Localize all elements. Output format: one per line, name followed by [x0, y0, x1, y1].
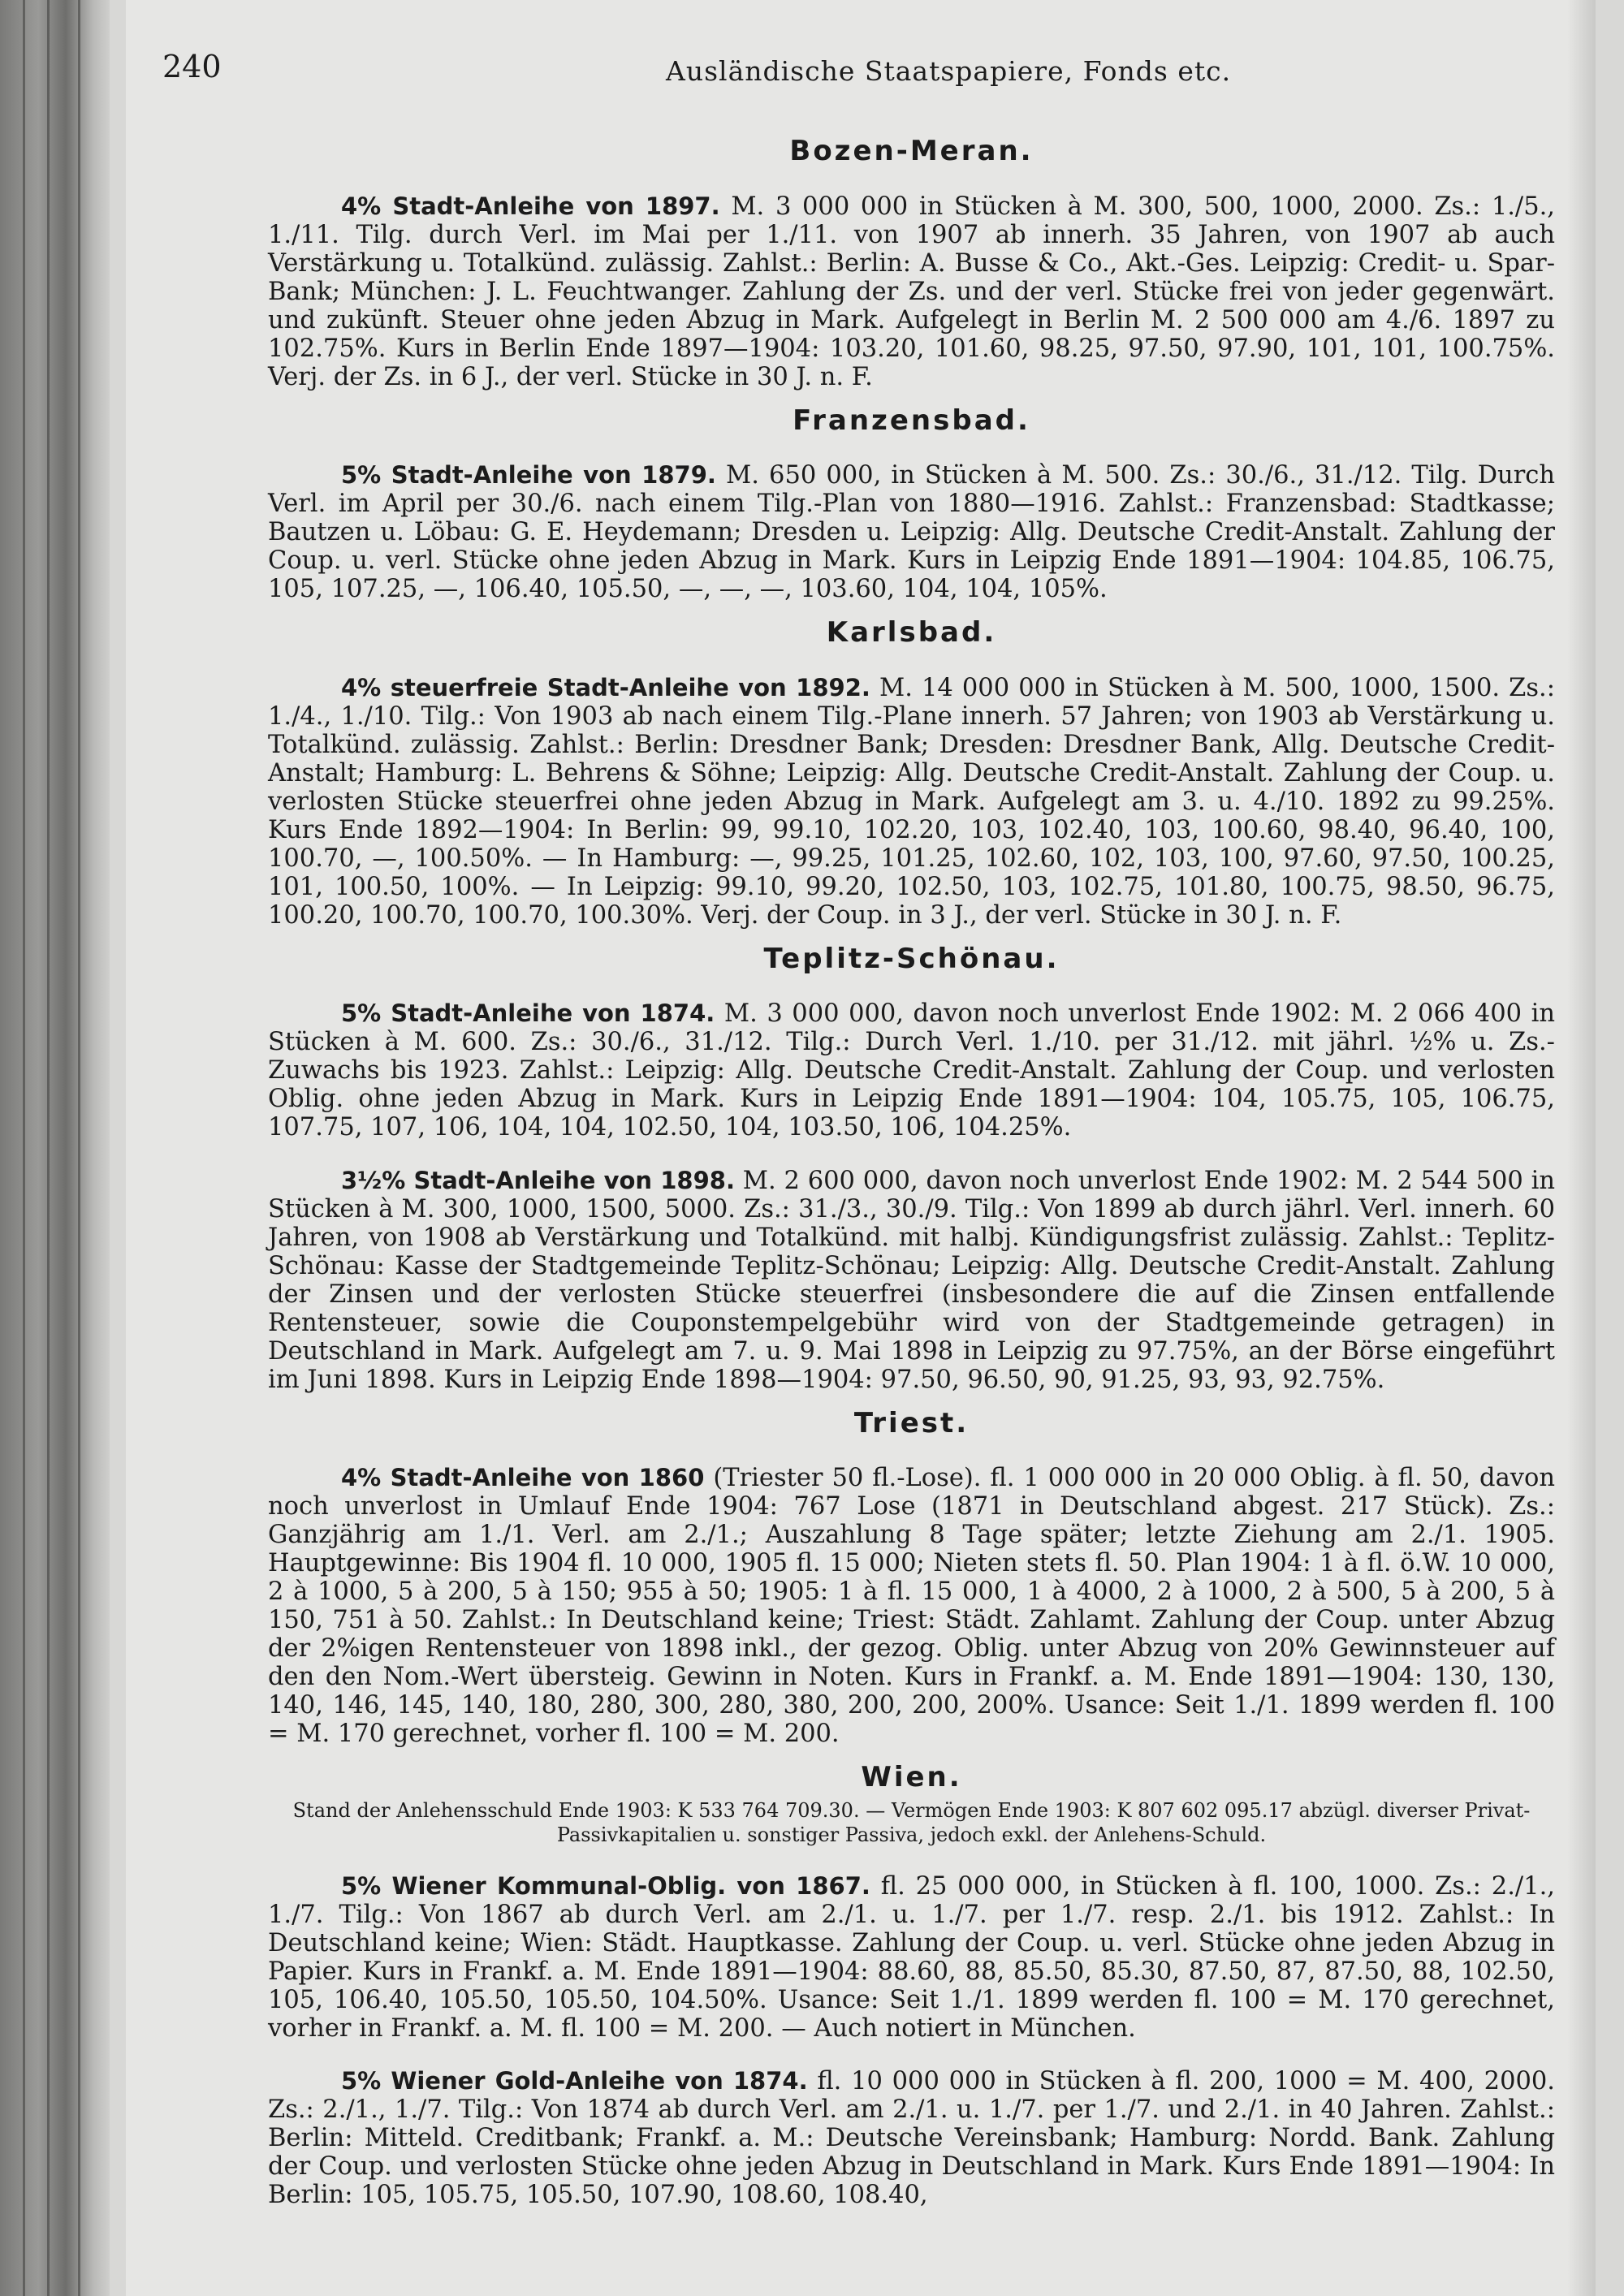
- city-heading: Wien.: [861, 1761, 962, 1793]
- binding-shadow-line: [23, 0, 25, 2296]
- bond-description: M. 3 000 000, davon noch unverlost Ende 1902: M. 2 066 400 in Stücken à M. 600. Zs.: 30./6., 31./12. Tilg.: Durch Verl. 1./10. per 31./12. mit jährl. ½% u. Zs.-Zuwachs bis 1923. Zahlst.: Leipzig: Allg. Deutsche Credit-Anstalt. Zahlung der Coup. und verlosten Oblig. ohne jeden Abzug in Mark. Kurs in Leipzig Ende 1891—1904: 104, 105.75, 105, 106.75, 107.75, 107, 106, 104, 104, 102.50, 104, 103.50, 106, 104.25%.: [268, 999, 1556, 1142]
- section-wien: [268, 1761, 1555, 2209]
- page-header: [162, 49, 1543, 97]
- bond-entry: [268, 1872, 1555, 2043]
- bond-description: fl. 25 000 000, in Stücken à fl. 100, 1000. Zs.: 2./1., 1./7. Tilg.: Von 1867 ab durch Verl. am 2./1. u. 1./7. per 1./7. resp. 2./1. bis 1912. Zahlst.: In Deutschland keine; Wien: Städt. Hauptkasse. Zahlung der Coup. u. verl. Stücke ohne jeden Abzug in Papier. Kurs in Frankf. a. M. Ende 1891—1904: 88.60, 88, 85.50, 85.30, 87.50, 87, 87.50, 88, 102.50, 105, 106.40, 105.50, 105.50, 104.50%. Usance: Seit 1./1. 1899 werden fl. 100 = M. 170 gerechnet, vorher in Frankf. a. M. fl. 100 = M. 200. — Auch notiert in München.: [268, 1871, 1555, 2043]
- city-heading: Franzensbad.: [793, 404, 1030, 437]
- binding-shadow-line: [47, 0, 50, 2296]
- bond-description: fl. 10 000 000 in Stücken à fl. 200, 1000 = M. 400, 2000. Zs.: 2./1., 1./7. Tilg.: Von 1874 ab durch Verl. am 2./1. u. 1./7. per 1./7. und 2./1. in 40 Jahren. Zahlst.: Berlin: Mitteld. Creditbank; Frankf. a. M.: Deutsche Vereinsbank; Hamburg: Nordd. Bank. Zahlung der Coup. und verlosten Stücke ohne jeden Abzug in Deutschland in Mark. Kurs Ende 1891—1904: In Berlin: 105, 105.75, 105.50, 107.90, 108.60, 108.40,: [268, 2067, 1555, 2209]
- section-triest: [268, 1407, 1555, 1749]
- bond-title: 5% Stadt-Anleihe von 1874.: [341, 999, 715, 1027]
- section-bozen-meran: [268, 135, 1555, 391]
- city-heading: Triest.: [853, 1406, 970, 1439]
- bond-description: M. 650 000, in Stücken à M. 500. Zs.: 30./6., 31./12. Tilg. Durch Verl. im April per 30./6. nach einem Tilg.-Plan von 1880—1916. Zahlst.: Franzensbad: Stadtkasse; Bautzen u. Löbau: G. E. Heydemann; Dresden u. Leipzig: Allg. Deutsche Credit-Anstalt. Zahlung der Coup. u. verl. Stücke ohne jeden Abzug in Mark. Kurs in Leipzig Ende 1891—1904: 104.85, 106.75, 105, 107.25, —, 106.40, 105.50, —, —, —, 103.60, 104, 104, 105%.: [268, 461, 1555, 603]
- bond-entry: [268, 461, 1555, 603]
- section-karlsbad: [268, 616, 1555, 930]
- bond-description: (Triester 50 fl.-Lose). fl. 1 000 000 in 20 000 Oblig. à fl. 50, davon noch unverlost in Umlauf Ende 1904: 767 Lose (1871 in Deutschland abgest. 217 Stück). Zs.: Ganzjährig am 1./1. Verl. am 2./1.; Auszahlung 8 Tage später; letzte Ziehung am 2./1. 1905. Hauptgewinne: Bis 1904 fl. 10 000, 1905 fl. 15 000; Nieten stets fl. 50. Plan 1904: 1 à fl. ö.W. 10 000, 2 à 1000, 5 à 200, 5 à 150; 955 à 50; 1905: 1 à fl. 15 000, 1 à 4000, 2 à 1000, 2 à 500, 5 à 200, 5 à 150, 751 à 50. Zahlst.: In Deutschland keine; Triest: Städt. Zahlamt. Zahlung der Coup. unter Abzug der 2%igen Rentensteuer von 1898 inkl., der gezog. Oblig. unter Abzug von 20% Gewinnsteuer auf den den Nom.-Wert übersteig. Gewinn in Noten. Kurs in Frankf. a. M. Ende 1891—1904: 130, 130, 140, 146, 145, 140, 180, 280, 300, 280, 380, 200, 200, 200%. Usance: Seit 1./1. 1899 werden fl. 100 = M. 170 gerechnet, vorher fl. 100 = M. 200.: [268, 1464, 1555, 1748]
- city-heading: Karlsbad.: [826, 616, 997, 649]
- page-number: 240: [162, 49, 222, 84]
- running-title: Ausländische Staatspapiere, Fonds etc.: [666, 55, 1232, 87]
- bond-entry: [268, 192, 1555, 391]
- page-edge-shadow: [1567, 0, 1596, 2296]
- section-franzensbad: [268, 404, 1555, 604]
- debt-status-note: Stand der Anlehensschuld Ende 1903: K 533 764 709.30. — Vermögen Ende 1903: K 807 602 095.17 abzügl. diverser Privat-Passivkapitalien u. sonstiger Passiva, jedoch exkl. der Anlehens-Schuld.: [292, 1799, 1531, 1846]
- section-teplitz-schoenau: [268, 943, 1555, 1394]
- bond-entry: [268, 674, 1555, 930]
- bond-title: 5% Wiener Kommunal-Oblig. von 1867.: [341, 1871, 870, 1900]
- city-heading: Bozen-Meran.: [789, 135, 1034, 167]
- bond-entry: [268, 999, 1555, 1142]
- binding-shadow-line: [78, 0, 80, 2296]
- bond-description: M. 3 000 000 in Stücken à M. 300, 500, 1000, 2000. Zs.: 1./5., 1./11. Tilg. durch Verl. im Mai per 1./11. von 1907 ab innerh. 35 Jahren, von 1907 ab auch Verstärkung u. Totalkünd. zulässig. Zahlst.: Berlin: A. Busse & Co., Akt.-Ges. Leipzig: Credit- u. Spar-Bank; München: J. L. Feuchtwanger. Zahlung der Zs. und der verl. Stücke frei von jeder gegenwärt. und zukünft. Steuer ohne jeden Abzug in Mark. Aufgelegt in Berlin M. 2 500 000 am 4./6. 1897 zu 102.75%. Kurs in Berlin Ende 1897—1904: 103.20, 101.60, 98.25, 97.50, 97.90, 101, 101, 100.75%. Verj. der Zs. in 6 J., der verl. Stücke in 30 J. n. F.: [268, 192, 1555, 391]
- bond-description: M. 2 600 000, davon noch unverlost Ende 1902: M. 2 544 500 in Stücken à M. 300, 1000, 1500, 5000. Zs.: 31./3., 30./9. Tilg.: Von 1899 ab durch jährl. Verl. innerh. 60 Jahren, von 1908 ab Verstärkung und Totalkünd. mit halbj. Kündigungsfrist zulässig. Zahlst.: Teplitz-Schönau: Kasse der Stadtgemeinde Teplitz-Schönau; Leipzig: Allg. Deutsche Credit-Anstalt. Zahlung der Zinsen und der verlosten Stücke steuerfrei (insbesondere die auf die Zinsen entfallende Rentensteuer, sowie die Couponstempelgebühr wird von der Stadtgemeinde getragen) in Deutschland in Mark. Aufgelegt am 7. u. 9. Mai 1898 in Leipzig zu 97.75%, an der Börse eingeführt im Juni 1898. Kurs in Leipzig Ende 1898—1904: 97.50, 96.50, 90, 91.25, 93, 93, 92.75%.: [268, 1166, 1555, 1394]
- book-binding-edge: [0, 0, 110, 2296]
- bond-title: 4% steuerfreie Stadt-Anleihe von 1892.: [341, 673, 870, 701]
- bond-entry: [268, 1464, 1555, 1748]
- bond-description: M. 14 000 000 in Stücken à M. 500, 1000, 1500. Zs.: 1./4., 1./10. Tilg.: Von 1903 ab nach einem Tilg.-Plane innerh. 57 Jahren; von 1903 ab Verstärkung u. Totalkünd. zulässig. Zahlst.: Berlin: Dresdner Bank; Dresden: Dresdner Bank, Allg. Deutsche Credit-Anstalt; Hamburg: L. Behrens & Söhne; Leipzig: Allg. Deutsche Credit-Anstalt. Zahlung der Coup. u. verlosten Stücke steuerfrei ohne jeden Abzug in Mark. Aufgelegt am 3. u. 4./10. 1892 zu 99.25%. Kurs Ende 1892—1904: In Berlin: 99, 99.10, 102.20, 103, 102.40, 103, 100.60, 98.40, 96.40, 100, 100.70, —, 100.50%. — In Hamburg: —, 99.25, 101.25, 102.60, 102, 103, 100, 97.60, 97.50, 100.25, 101, 100.50, 100%. — In Leipzig: 99.10, 99.20, 102.50, 103, 102.75, 101.80, 100.75, 98.50, 96.75, 100.20, 100.70, 100.70, 100.30%. Verj. der Coup. in 3 J., der verl. Stücke in 30 J. n. F.: [268, 673, 1555, 930]
- bond-title: 4% Stadt-Anleihe von 1897.: [341, 192, 720, 220]
- page-content: [268, 130, 1555, 2222]
- bond-title: 5% Wiener Gold-Anleihe von 1874.: [341, 2067, 808, 2095]
- bond-entry: [268, 1167, 1555, 1394]
- bond-entry: [268, 2067, 1555, 2209]
- city-heading: Teplitz-Schönau.: [763, 942, 1060, 975]
- bond-title: 4% Stadt-Anleihe von 1860: [341, 1464, 705, 1491]
- bond-title: 5% Stadt-Anleihe von 1879.: [341, 461, 716, 489]
- bond-title: 3½% Stadt-Anleihe von 1898.: [341, 1166, 735, 1194]
